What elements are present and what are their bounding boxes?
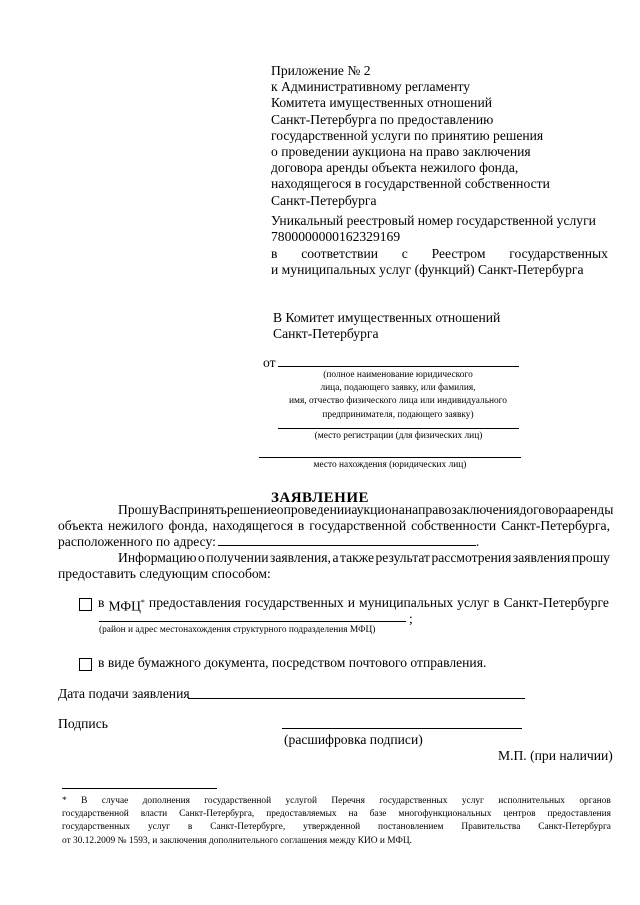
word: заявления, [270, 550, 331, 565]
word: соответствии [301, 246, 378, 261]
footnote-divider [62, 788, 217, 789]
word: нежилого [107, 518, 164, 533]
word: принять [179, 502, 227, 517]
word: муниципальных [359, 595, 454, 610]
annex-line: Санкт-Петербурга [271, 192, 377, 208]
registration-place-hint: (место регистрации (для физических лиц) [314, 431, 483, 441]
annex-line: о проведении аукциона на право заключения [271, 144, 531, 160]
annex-header [271, 63, 591, 209]
address-label: расположенного по адресу: [58, 534, 216, 549]
word: государственных [509, 246, 608, 261]
hint-line: (полное наименование юридического [323, 370, 473, 380]
paragraph-1-line-2 [58, 518, 610, 534]
paper-checkbox[interactable] [79, 658, 92, 671]
addressee [273, 310, 500, 342]
word: договора [519, 502, 572, 517]
annex-line: к Административному регламенту [271, 79, 471, 95]
word: Санкт-Петербурга [538, 822, 611, 833]
addressee-line: Санкт-Петербурга [273, 326, 379, 342]
word: услугой [285, 796, 318, 806]
property-address-field[interactable] [218, 535, 476, 546]
word: о [198, 550, 205, 565]
word: собственности [411, 518, 497, 533]
annex-line: Комитета имущественных отношений [271, 95, 493, 111]
mfc-checkbox[interactable] [79, 598, 92, 611]
word: МФЦ* [108, 598, 145, 614]
word: в [98, 595, 105, 610]
period: . [475, 534, 480, 549]
word: заявления [512, 550, 571, 565]
word: и [347, 595, 355, 610]
word: * [62, 796, 67, 806]
mfc-option-label [98, 595, 609, 615]
hint-line: предпринимателя, подающего заявку) [322, 409, 474, 420]
word: предоставляемых [266, 809, 337, 820]
seal-note: М.П. (при наличии) [498, 748, 613, 763]
mfc-address-field[interactable] [99, 621, 406, 622]
word: Санкт-Петербурге [503, 595, 609, 610]
word: Прошу [118, 502, 159, 517]
word: рассмотрения [431, 550, 512, 565]
footnote-marker: * [140, 598, 145, 607]
word: на [404, 502, 419, 517]
word: получении [206, 550, 269, 565]
legal-address-hint: место нахождения (юридических лиц) [313, 460, 467, 470]
registration-place-field[interactable] [278, 428, 519, 429]
word: центров [503, 809, 536, 820]
footnote-line [62, 808, 611, 821]
word: предоставления [148, 595, 241, 610]
word: заключения [451, 502, 520, 517]
signature-field[interactable] [282, 728, 522, 729]
word: Санкт-Петербурге, [210, 822, 286, 833]
applicant-name-hint [260, 369, 536, 422]
hint-line: лица, подающего заявку, или фамилия, [320, 383, 476, 394]
word: в [297, 518, 305, 533]
annex-line: Санкт-Петербурга по предоставлению [271, 111, 494, 127]
mfc-address-hint: (район и адрес местонахождения структурного подразделения МФЦ) [99, 625, 376, 635]
date-field[interactable] [188, 698, 525, 699]
word: также [339, 550, 374, 565]
annex-line: находящегося в государственной собственности [271, 176, 550, 192]
word: власти [140, 809, 168, 820]
footnote-line [62, 795, 611, 808]
word: а [332, 550, 339, 565]
word: государственной [62, 809, 129, 820]
paragraph-1-line-3 [58, 534, 479, 550]
word: фонда, [168, 518, 208, 533]
word: в [187, 822, 193, 833]
word: Вас [158, 502, 180, 517]
word: о [276, 502, 284, 517]
annex-line: договора аренды объекта нежилого фонда, [271, 160, 519, 176]
word: государственной [309, 518, 407, 533]
word: дополнения [142, 796, 190, 806]
word: решение [226, 502, 277, 517]
hint-line: имя, отчество физического лица или индивидуального [289, 396, 507, 407]
paragraph-2-line-1 [58, 550, 610, 566]
registry-number: 7800000000162329169 [271, 229, 401, 244]
word: Информацию [118, 550, 197, 565]
footnote-line: от 30.12.2009 № 1593, и заключения дополнительного соглашения между КИО и МФЦ. [62, 835, 412, 846]
word: государственных [379, 796, 448, 806]
word: многофункциональных [398, 809, 492, 820]
word: органов [579, 796, 611, 806]
word: Санкт-Петербурга, [179, 809, 255, 820]
addressee-line: В Комитет имущественных отношений [273, 310, 501, 325]
word: исполнительных [498, 796, 565, 806]
word: на [348, 809, 358, 820]
word: аренды [571, 502, 614, 517]
word: В [81, 796, 88, 806]
word: государственной [204, 796, 272, 806]
registry-line-4: и муниципальных услуг (функций) Санкт-Петербурга [271, 262, 584, 277]
word: государственных [62, 822, 131, 833]
word: предоставления [547, 809, 611, 820]
signature-label: Подпись [58, 716, 108, 731]
semicolon: ; [409, 611, 413, 626]
word: постановлением [378, 822, 444, 833]
word: проведении [283, 502, 352, 517]
word: прошу [571, 550, 610, 565]
date-label: Дата подачи заявления [58, 686, 190, 701]
word: базе [369, 809, 387, 820]
paper-option-label: в виде бумажного документа, посредством почтового отправления. [98, 655, 487, 670]
registry-title: Уникальный реестровый номер государственной услуги [271, 213, 596, 228]
applicant-name-field[interactable] [278, 366, 519, 367]
word: Перечня [331, 796, 365, 806]
word: утвержденной [303, 822, 361, 833]
word: аукциона [351, 502, 405, 517]
paragraph-2-line-2: предоставить следующим способом: [58, 566, 271, 581]
annex-line: государственной услуги по принятию решения [271, 127, 544, 143]
word: услуг [147, 822, 171, 833]
word: находящегося [212, 518, 293, 533]
word: услуг [457, 595, 490, 610]
word: право [418, 502, 452, 517]
word: Санкт-Петербурга, [501, 518, 610, 533]
from-label: от [263, 355, 276, 370]
legal-address-field[interactable] [259, 457, 521, 458]
word: результат [375, 550, 430, 565]
registry-line-3 [271, 246, 608, 262]
word: государственных [244, 595, 344, 610]
word: Правительства [461, 822, 521, 833]
word: объекта [58, 518, 104, 533]
word: услуг [461, 796, 484, 806]
footnote [62, 795, 611, 848]
document-title: ЗАЯВЛЕНИЕ [270, 490, 370, 506]
annex-line: Приложение № 2 [271, 63, 371, 78]
word: в [493, 595, 500, 610]
word: с [401, 246, 408, 261]
word: в [271, 246, 278, 261]
signature-hint: (расшифровка подписи) [284, 732, 423, 747]
word: случае [101, 796, 129, 806]
word: Реестром [431, 246, 486, 261]
footnote-line [62, 821, 611, 834]
paragraph-1-line-1 [58, 502, 614, 518]
